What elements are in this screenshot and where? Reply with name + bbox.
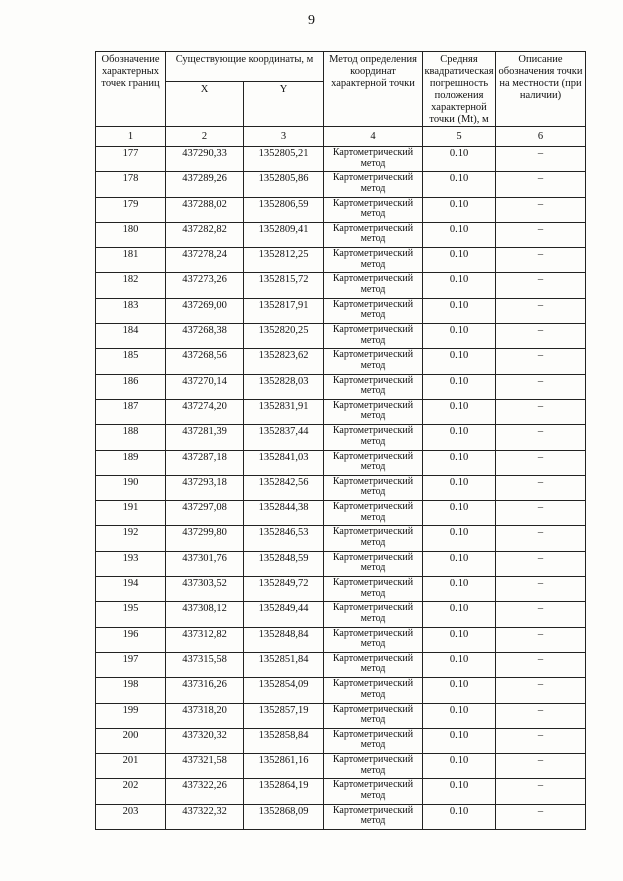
mean-error-cell: 0.10 (423, 678, 496, 703)
y-coordinate-cell: 1352861,16 (244, 754, 324, 779)
method-cell: Картометрический метод (324, 172, 423, 197)
x-coordinate-cell: 437297,08 (166, 501, 244, 526)
y-coordinate-cell: 1352854,09 (244, 678, 324, 703)
column-number: 3 (244, 127, 324, 147)
x-coordinate-cell: 437322,32 (166, 804, 244, 829)
x-coordinate-cell: 437274,20 (166, 399, 244, 424)
y-coordinate-cell: 1352831,91 (244, 399, 324, 424)
point-number-cell: 193 (96, 551, 166, 576)
mean-error-cell: 0.10 (423, 298, 496, 323)
description-cell: – (496, 425, 586, 450)
mean-error-cell: 0.10 (423, 728, 496, 753)
x-coordinate-cell: 437322,26 (166, 779, 244, 804)
description-cell: – (496, 551, 586, 576)
y-coordinate-cell: 1352820,25 (244, 324, 324, 349)
header-y: Y (244, 82, 324, 127)
method-cell: Картометрический метод (324, 450, 423, 475)
y-coordinate-cell: 1352806,59 (244, 197, 324, 222)
y-coordinate-cell: 1352828,03 (244, 374, 324, 399)
mean-error-cell: 0.10 (423, 399, 496, 424)
point-number-cell: 189 (96, 450, 166, 475)
x-coordinate-cell: 437315,58 (166, 652, 244, 677)
table-row (96, 627, 586, 652)
description-cell: – (496, 804, 586, 829)
table-row (96, 754, 586, 779)
mean-error-cell: 0.10 (423, 551, 496, 576)
x-coordinate-cell: 437269,00 (166, 298, 244, 323)
mean-error-cell: 0.10 (423, 222, 496, 247)
y-coordinate-cell: 1352841,03 (244, 450, 324, 475)
header-mean-error: Средняя квадратическая погрешность положения характерной точки (Mt), м (423, 52, 496, 127)
description-cell: – (496, 526, 586, 551)
point-number-cell: 186 (96, 374, 166, 399)
x-coordinate-cell: 437316,26 (166, 678, 244, 703)
mean-error-cell: 0.10 (423, 526, 496, 551)
y-coordinate-cell: 1352848,84 (244, 627, 324, 652)
description-cell: – (496, 273, 586, 298)
description-cell: – (496, 248, 586, 273)
point-number-cell: 202 (96, 779, 166, 804)
x-coordinate-cell: 437290,33 (166, 147, 244, 172)
description-cell: – (496, 779, 586, 804)
table-row (96, 501, 586, 526)
description-cell: – (496, 222, 586, 247)
mean-error-cell: 0.10 (423, 147, 496, 172)
mean-error-cell: 0.10 (423, 248, 496, 273)
description-cell: – (496, 450, 586, 475)
method-cell: Картометрический метод (324, 526, 423, 551)
method-cell: Картометрический метод (324, 728, 423, 753)
y-coordinate-cell: 1352857,19 (244, 703, 324, 728)
mean-error-cell: 0.10 (423, 374, 496, 399)
method-cell: Картометрический метод (324, 147, 423, 172)
x-coordinate-cell: 437293,18 (166, 475, 244, 500)
y-coordinate-cell: 1352849,44 (244, 602, 324, 627)
description-cell: – (496, 602, 586, 627)
mean-error-cell: 0.10 (423, 577, 496, 602)
description-cell: – (496, 475, 586, 500)
mean-error-cell: 0.10 (423, 703, 496, 728)
method-cell: Картометрический метод (324, 551, 423, 576)
method-cell: Картометрический метод (324, 577, 423, 602)
table-row (96, 374, 586, 399)
point-number-cell: 195 (96, 602, 166, 627)
column-number: 5 (423, 127, 496, 147)
table-row (96, 147, 586, 172)
method-cell: Картометрический метод (324, 475, 423, 500)
method-cell: Картометрический метод (324, 703, 423, 728)
x-coordinate-cell: 437318,20 (166, 703, 244, 728)
mean-error-cell: 0.10 (423, 273, 496, 298)
table-row (96, 577, 586, 602)
x-coordinate-cell: 437289,26 (166, 172, 244, 197)
method-cell: Картометрический метод (324, 349, 423, 374)
mean-error-cell: 0.10 (423, 197, 496, 222)
method-cell: Картометрический метод (324, 678, 423, 703)
header-method: Метод определения координат характерной точки (324, 52, 423, 127)
point-number-cell: 178 (96, 172, 166, 197)
description-cell: – (496, 399, 586, 424)
point-number-cell: 177 (96, 147, 166, 172)
description-cell: – (496, 754, 586, 779)
x-coordinate-cell: 437268,38 (166, 324, 244, 349)
description-cell: – (496, 577, 586, 602)
description-cell: – (496, 728, 586, 753)
point-number-cell: 182 (96, 273, 166, 298)
table-body (96, 147, 586, 830)
table-row (96, 450, 586, 475)
point-number-cell: 188 (96, 425, 166, 450)
y-coordinate-cell: 1352837,44 (244, 425, 324, 450)
mean-error-cell: 0.10 (423, 602, 496, 627)
x-coordinate-cell: 437268,56 (166, 349, 244, 374)
point-number-cell: 183 (96, 298, 166, 323)
mean-error-cell: 0.10 (423, 450, 496, 475)
description-cell: – (496, 627, 586, 652)
method-cell: Картометрический метод (324, 804, 423, 829)
table-row (96, 273, 586, 298)
method-cell: Картометрический метод (324, 425, 423, 450)
table-row (96, 703, 586, 728)
x-coordinate-cell: 437282,82 (166, 222, 244, 247)
point-number-cell: 197 (96, 652, 166, 677)
table-row (96, 526, 586, 551)
column-number: 4 (324, 127, 423, 147)
x-coordinate-cell: 437320,32 (166, 728, 244, 753)
page-number: 9 (308, 13, 315, 28)
x-coordinate-cell: 437270,14 (166, 374, 244, 399)
point-number-cell: 191 (96, 501, 166, 526)
y-coordinate-cell: 1352815,72 (244, 273, 324, 298)
point-number-cell: 180 (96, 222, 166, 247)
point-number-cell: 179 (96, 197, 166, 222)
table-row (96, 222, 586, 247)
point-number-cell: 187 (96, 399, 166, 424)
mean-error-cell: 0.10 (423, 779, 496, 804)
description-cell: – (496, 197, 586, 222)
x-coordinate-cell: 437287,18 (166, 450, 244, 475)
table-row (96, 349, 586, 374)
column-number: 6 (496, 127, 586, 147)
x-coordinate-cell: 437288,02 (166, 197, 244, 222)
x-coordinate-cell: 437308,12 (166, 602, 244, 627)
header-point-designation: Обозначение характерных точек границ (96, 52, 166, 127)
method-cell: Картометрический метод (324, 399, 423, 424)
y-coordinate-cell: 1352812,25 (244, 248, 324, 273)
point-number-cell: 203 (96, 804, 166, 829)
table-row (96, 779, 586, 804)
table-row (96, 551, 586, 576)
y-coordinate-cell: 1352858,84 (244, 728, 324, 753)
point-number-cell: 181 (96, 248, 166, 273)
method-cell: Картометрический метод (324, 652, 423, 677)
table-row (96, 728, 586, 753)
mean-error-cell: 0.10 (423, 501, 496, 526)
point-number-cell: 190 (96, 475, 166, 500)
method-cell: Картометрический метод (324, 298, 423, 323)
y-coordinate-cell: 1352823,62 (244, 349, 324, 374)
mean-error-cell: 0.10 (423, 652, 496, 677)
method-cell: Картометрический метод (324, 602, 423, 627)
table-row (96, 652, 586, 677)
mean-error-cell: 0.10 (423, 324, 496, 349)
y-coordinate-cell: 1352842,56 (244, 475, 324, 500)
point-number-cell: 200 (96, 728, 166, 753)
point-number-cell: 185 (96, 349, 166, 374)
table-row (96, 172, 586, 197)
description-cell: – (496, 501, 586, 526)
point-number-cell: 192 (96, 526, 166, 551)
method-cell: Картометрический метод (324, 754, 423, 779)
y-coordinate-cell: 1352864,19 (244, 779, 324, 804)
method-cell: Картометрический метод (324, 324, 423, 349)
header-x: X (166, 82, 244, 127)
table-row (96, 197, 586, 222)
point-number-cell: 196 (96, 627, 166, 652)
y-coordinate-cell: 1352844,38 (244, 501, 324, 526)
method-cell: Картометрический метод (324, 501, 423, 526)
y-coordinate-cell: 1352868,09 (244, 804, 324, 829)
y-coordinate-cell: 1352805,21 (244, 147, 324, 172)
table-row (96, 602, 586, 627)
mean-error-cell: 0.10 (423, 172, 496, 197)
header-description: Описание обозначения точки на местности (при наличии) (496, 52, 586, 127)
method-cell: Картометрический метод (324, 197, 423, 222)
y-coordinate-cell: 1352809,41 (244, 222, 324, 247)
mean-error-cell: 0.10 (423, 627, 496, 652)
y-coordinate-cell: 1352848,59 (244, 551, 324, 576)
y-coordinate-cell: 1352849,72 (244, 577, 324, 602)
description-cell: – (496, 324, 586, 349)
method-cell: Картометрический метод (324, 374, 423, 399)
y-coordinate-cell: 1352805,86 (244, 172, 324, 197)
point-number-cell: 184 (96, 324, 166, 349)
method-cell: Картометрический метод (324, 273, 423, 298)
table-row (96, 475, 586, 500)
x-coordinate-cell: 437312,82 (166, 627, 244, 652)
description-cell: – (496, 349, 586, 374)
header-existing-coordinates: Существующие координаты, м (166, 52, 324, 82)
point-number-cell: 201 (96, 754, 166, 779)
mean-error-cell: 0.10 (423, 754, 496, 779)
method-cell: Картометрический метод (324, 248, 423, 273)
x-coordinate-cell: 437281,39 (166, 425, 244, 450)
point-number-cell: 194 (96, 577, 166, 602)
y-coordinate-cell: 1352851,84 (244, 652, 324, 677)
x-coordinate-cell: 437301,76 (166, 551, 244, 576)
table-row (96, 399, 586, 424)
table-row (96, 248, 586, 273)
point-number-cell: 199 (96, 703, 166, 728)
description-cell: – (496, 298, 586, 323)
table-row (96, 804, 586, 829)
x-coordinate-cell: 437303,52 (166, 577, 244, 602)
column-number: 2 (166, 127, 244, 147)
column-number-row (96, 127, 586, 147)
description-cell: – (496, 703, 586, 728)
x-coordinate-cell: 437273,26 (166, 273, 244, 298)
coordinates-table (95, 51, 586, 830)
description-cell: – (496, 147, 586, 172)
method-cell: Картометрический метод (324, 779, 423, 804)
x-coordinate-cell: 437299,80 (166, 526, 244, 551)
method-cell: Картометрический метод (324, 627, 423, 652)
point-number-cell: 198 (96, 678, 166, 703)
x-coordinate-cell: 437278,24 (166, 248, 244, 273)
y-coordinate-cell: 1352846,53 (244, 526, 324, 551)
table-row (96, 678, 586, 703)
description-cell: – (496, 678, 586, 703)
description-cell: – (496, 374, 586, 399)
table-row (96, 324, 586, 349)
mean-error-cell: 0.10 (423, 349, 496, 374)
x-coordinate-cell: 437321,58 (166, 754, 244, 779)
description-cell: – (496, 172, 586, 197)
mean-error-cell: 0.10 (423, 475, 496, 500)
table-row (96, 425, 586, 450)
mean-error-cell: 0.10 (423, 804, 496, 829)
method-cell: Картометрический метод (324, 222, 423, 247)
column-number: 1 (96, 127, 166, 147)
description-cell: – (496, 652, 586, 677)
mean-error-cell: 0.10 (423, 425, 496, 450)
table-row (96, 298, 586, 323)
y-coordinate-cell: 1352817,91 (244, 298, 324, 323)
